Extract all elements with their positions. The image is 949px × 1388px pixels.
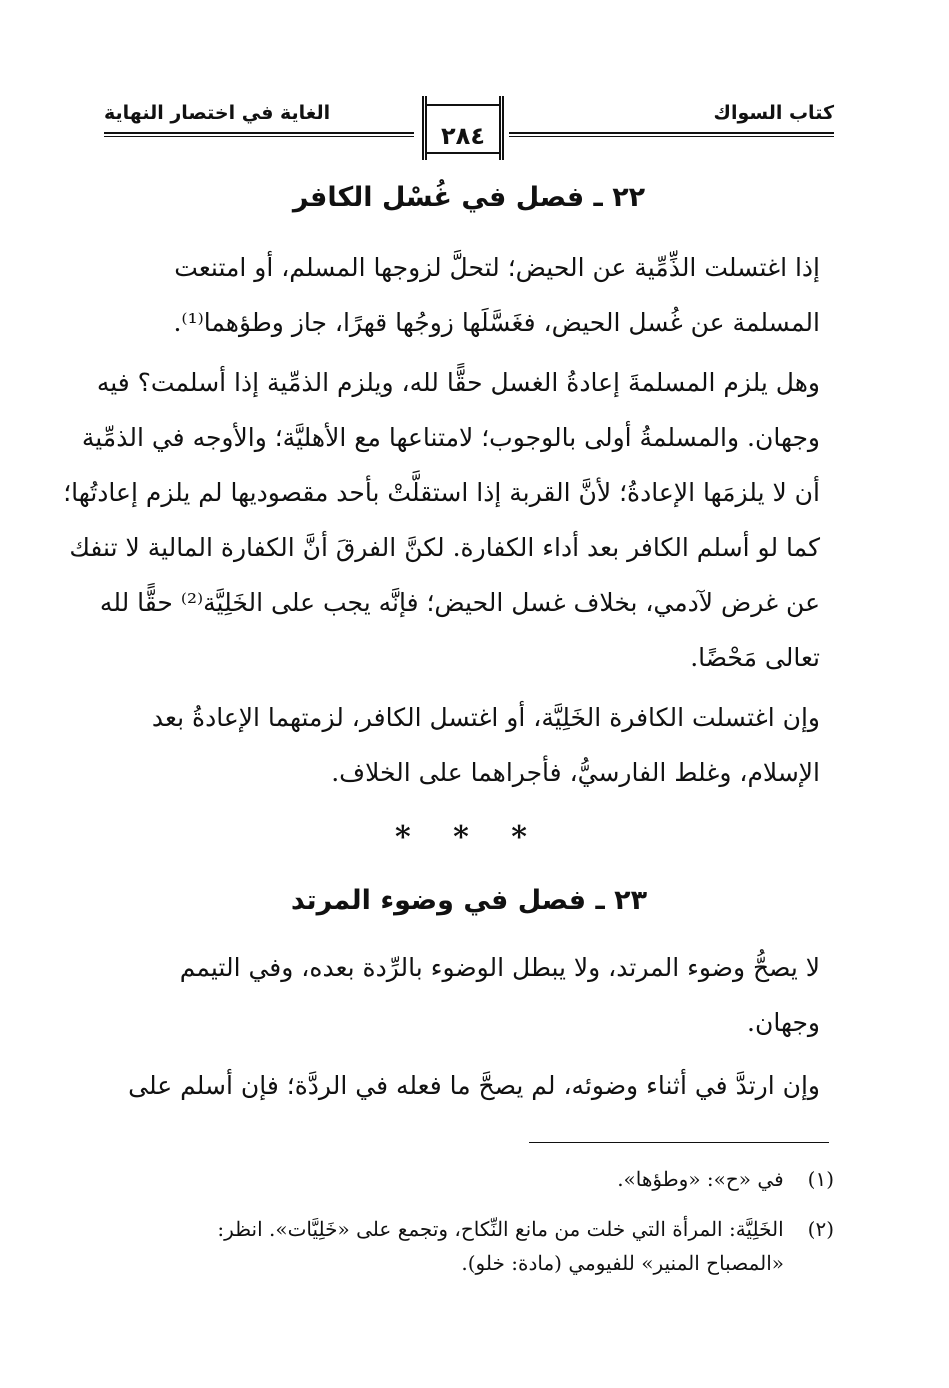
running-header (104, 96, 834, 160)
text-line: وجهان. (747, 1008, 820, 1037)
header-rule-left-thin (104, 136, 414, 137)
section-22-title: ٢٢ ـ فصل في غُسْل الكافر (292, 182, 646, 213)
page-number-frame (422, 96, 504, 160)
header-rule-left (104, 132, 414, 134)
text-line: وإن ارتدَّ في أثناء وضوئه، لم يصحَّ ما فعله في الردَّة؛ فإن أسلم على (128, 1071, 820, 1100)
text-line: لا يصحُّ وضوء المرتد، ولا يبطل الوضوء بالرِّدة بعده، وفي التيمم (179, 953, 820, 982)
page-number: ٢٨٤ (441, 122, 485, 150)
footnote-rule (529, 1142, 829, 1143)
header-work-title: الغاية في اختصار النهاية (104, 102, 331, 124)
text-line: الإسلام، وغلط الفارسيُّ، فأجراهما على الخلاف. (331, 758, 820, 787)
footnote-2 (104, 1212, 834, 1280)
footnote-number: (٢) (807, 1217, 834, 1241)
section-23-paragraph-2 (104, 1058, 820, 1113)
section-23-title: ٢٣ ـ فصل في وضوء المرتد (290, 885, 648, 916)
footnote-text: الخَلِيَّة: المرأة التي خلت من مانع النِّكاح، وتجمع على «خَلِيَّات». انظر: (217, 1217, 784, 1241)
footnote-text: في «ح»: «وطؤها». (617, 1167, 784, 1191)
text-line: إذا اغتسلت الذِّمِّية عن الحيض؛ لتحلَّ لزوجها المسلم، أو امتنعت (174, 253, 820, 282)
text-line: وجهان. والمسلمةُ أولى بالوجوب؛ لامتناعها مع الأهليَّة؛ والأوجه في الذمِّية (81, 423, 820, 452)
footnote-text-continuation: «المصباح المنير» للفيومي (مادة: خلو). (461, 1251, 784, 1275)
section-23-paragraph-1 (104, 940, 820, 1050)
section-22-paragraph-3 (104, 690, 820, 800)
header-book-title: كتاب السواك (713, 102, 834, 124)
footnote-1 (104, 1162, 834, 1196)
header-rule-right-thin (509, 136, 834, 137)
footnote-number: (١) (807, 1167, 834, 1191)
text-line: كما لو أسلم الكافر بعد أداء الكفارة. لكنَّ الفرقَ أنَّ الكفارة المالية لا تنفك (69, 533, 820, 562)
section-separator: * * * (395, 820, 543, 855)
text-line: أن لا يلزمَها الإعادةُ؛ لأنَّ القربة إذا استقلَّتْ بأحد مقصوديها لم يلزم إعادتُها؛ (63, 478, 820, 507)
text-line: المسلمة عن غُسل الحيض، فغَسَّلَها زوجُها قهرًا، جاز وطؤهما⁽¹⁾. (173, 308, 820, 337)
text-line: عن غرض لآدمي، بخلاف غسل الحيض؛ فإنَّه يجب على الخَلِيَّة⁽²⁾ حقًّا لله (99, 588, 820, 617)
text-line: وإن اغتسلت الكافرة الخَلِيَّة، أو اغتسل الكافر، لزمتهما الإعادةُ بعد (151, 703, 820, 732)
text-line: تعالى مَحْضًا. (690, 643, 820, 672)
section-22-paragraph-1 (104, 240, 820, 350)
header-rule-right (509, 132, 834, 134)
text-line: وهل يلزم المسلمةَ إعادةُ الغسل حقًّا لله، ويلزم الذمِّية إذا أسلمت؟ فيه (96, 368, 820, 397)
section-22-paragraph-2 (63, 355, 820, 685)
